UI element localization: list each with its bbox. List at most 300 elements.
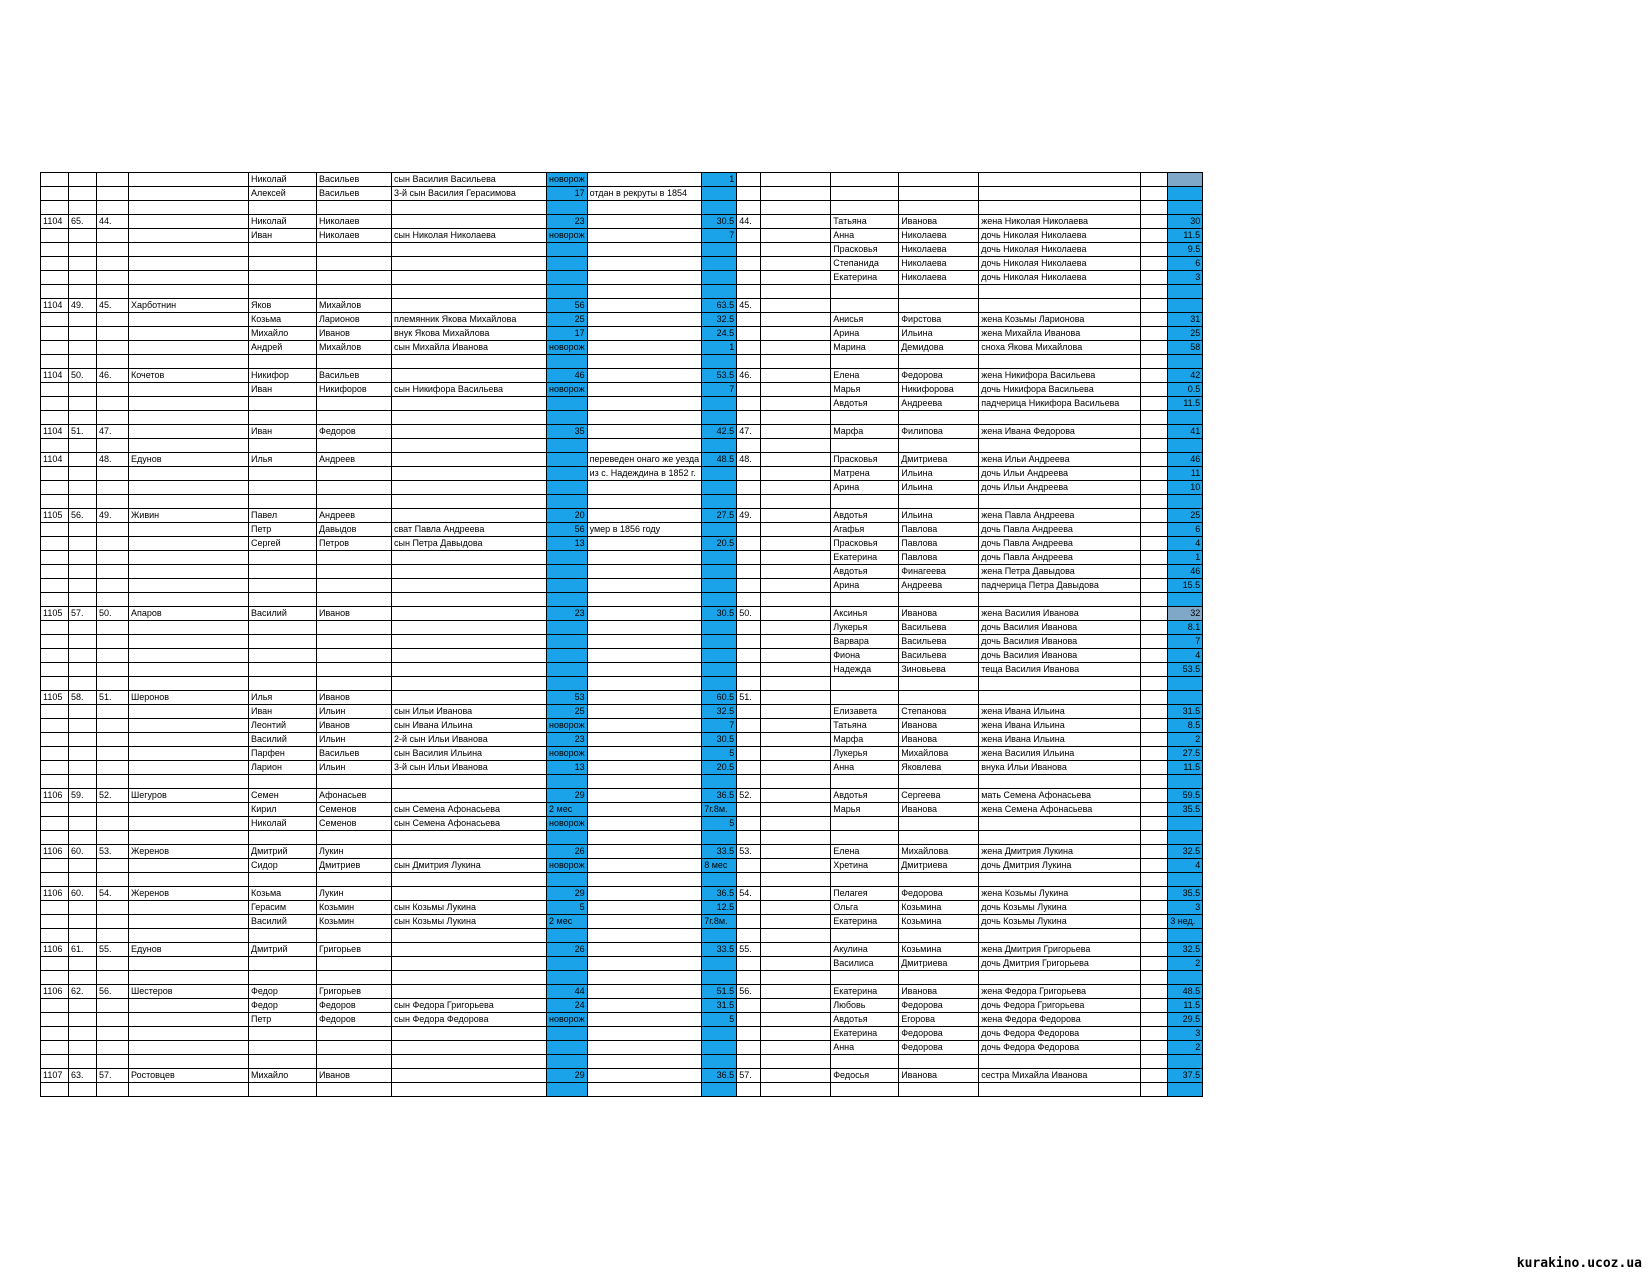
cell-m-age-later: 20.5 bbox=[702, 761, 737, 775]
cell-f-name bbox=[831, 299, 899, 313]
cell-family bbox=[97, 901, 129, 915]
cell-surname bbox=[129, 831, 249, 845]
table-row bbox=[41, 579, 1203, 593]
cell-f-blank bbox=[761, 551, 831, 565]
cell-surname bbox=[129, 495, 249, 509]
cell-f-name: Екатерина bbox=[831, 1027, 899, 1041]
cell-f-age: 48.5 bbox=[1168, 985, 1203, 999]
cell-m-age bbox=[547, 243, 588, 257]
cell-house: 51. bbox=[69, 425, 97, 439]
cell-m-age: 56 bbox=[547, 299, 588, 313]
table-row bbox=[41, 719, 1203, 733]
cell-m-age-later bbox=[702, 929, 737, 943]
cell-m-name: Федор bbox=[249, 985, 317, 999]
cell-f-patronymic: Иванова bbox=[899, 1069, 979, 1083]
cell-m-patronymic: Федоров bbox=[317, 425, 392, 439]
cell-m-relation bbox=[392, 1083, 547, 1097]
cell-f-name: Фиона bbox=[831, 649, 899, 663]
cell-f-family bbox=[737, 383, 761, 397]
cell-f-name: Екатерина bbox=[831, 915, 899, 929]
cell-f-blank2 bbox=[1141, 635, 1168, 649]
cell-f-age: 32.5 bbox=[1168, 845, 1203, 859]
cell-f-blank bbox=[761, 481, 831, 495]
cell-surname bbox=[129, 397, 249, 411]
cell-m-patronymic bbox=[317, 1041, 392, 1055]
cell-m-age bbox=[547, 621, 588, 635]
cell-f-family: 47. bbox=[737, 425, 761, 439]
cell-m-note bbox=[587, 705, 702, 719]
cell-f-age bbox=[1168, 201, 1203, 215]
cell-f-name bbox=[831, 1055, 899, 1069]
cell-m-name: Сергей bbox=[249, 537, 317, 551]
cell-m-age-later bbox=[702, 481, 737, 495]
cell-f-name: Надежда bbox=[831, 663, 899, 677]
cell-m-note bbox=[587, 495, 702, 509]
cell-m-name bbox=[249, 481, 317, 495]
cell-family: 47. bbox=[97, 425, 129, 439]
cell-surname bbox=[129, 803, 249, 817]
cell-m-age: 24 bbox=[547, 999, 588, 1013]
cell-fund bbox=[41, 411, 69, 425]
cell-surname bbox=[129, 523, 249, 537]
cell-fund bbox=[41, 397, 69, 411]
cell-m-patronymic: Козьмин bbox=[317, 915, 392, 929]
table-row bbox=[41, 523, 1203, 537]
cell-surname bbox=[129, 747, 249, 761]
cell-f-age: 25 bbox=[1168, 509, 1203, 523]
cell-surname: Едунов bbox=[129, 943, 249, 957]
cell-f-family bbox=[737, 957, 761, 971]
cell-f-family bbox=[737, 747, 761, 761]
cell-f-relation: дочь Василия Иванова bbox=[979, 649, 1141, 663]
cell-house bbox=[69, 649, 97, 663]
table-body bbox=[41, 173, 1203, 1097]
cell-m-note bbox=[587, 201, 702, 215]
cell-m-name: Козьма bbox=[249, 313, 317, 327]
cell-m-relation: сын Федора Федорова bbox=[392, 1013, 547, 1027]
cell-m-name bbox=[249, 551, 317, 565]
cell-f-relation: дочь Никифора Васильева bbox=[979, 383, 1141, 397]
cell-f-age: 1 bbox=[1168, 551, 1203, 565]
cell-surname: Едунов bbox=[129, 453, 249, 467]
cell-f-name: Авдотья bbox=[831, 789, 899, 803]
cell-f-relation bbox=[979, 285, 1141, 299]
cell-f-blank2 bbox=[1141, 551, 1168, 565]
table-row bbox=[41, 1069, 1203, 1083]
cell-m-age: 17 bbox=[547, 327, 588, 341]
cell-family bbox=[97, 1055, 129, 1069]
cell-f-blank2 bbox=[1141, 859, 1168, 873]
cell-fund: 1107 bbox=[41, 1069, 69, 1083]
cell-m-patronymic bbox=[317, 243, 392, 257]
cell-m-age-later bbox=[702, 1041, 737, 1055]
cell-m-age-later: 5 bbox=[702, 817, 737, 831]
cell-f-blank bbox=[761, 1013, 831, 1027]
cell-f-blank2 bbox=[1141, 985, 1168, 999]
cell-m-age bbox=[547, 635, 588, 649]
cell-m-patronymic: Иванов bbox=[317, 691, 392, 705]
cell-m-name bbox=[249, 873, 317, 887]
cell-f-blank bbox=[761, 705, 831, 719]
cell-f-family bbox=[737, 1041, 761, 1055]
cell-m-name: Дмитрий bbox=[249, 845, 317, 859]
cell-house bbox=[69, 873, 97, 887]
cell-f-patronymic: Финагеева bbox=[899, 565, 979, 579]
cell-m-note bbox=[587, 481, 702, 495]
cell-f-family bbox=[737, 635, 761, 649]
cell-f-blank bbox=[761, 733, 831, 747]
cell-f-blank2 bbox=[1141, 173, 1168, 187]
cell-f-age: 6 bbox=[1168, 257, 1203, 271]
cell-surname bbox=[129, 621, 249, 635]
cell-surname bbox=[129, 663, 249, 677]
cell-m-relation bbox=[392, 467, 547, 481]
table-row bbox=[41, 999, 1203, 1013]
cell-f-age bbox=[1168, 971, 1203, 985]
cell-family: 52. bbox=[97, 789, 129, 803]
cell-family: 46. bbox=[97, 369, 129, 383]
cell-m-patronymic: Лукин bbox=[317, 845, 392, 859]
cell-surname bbox=[129, 817, 249, 831]
cell-f-patronymic: Зиновьева bbox=[899, 663, 979, 677]
cell-m-patronymic bbox=[317, 439, 392, 453]
cell-family bbox=[97, 285, 129, 299]
cell-m-note bbox=[587, 425, 702, 439]
cell-m-name: Василий bbox=[249, 915, 317, 929]
cell-f-blank bbox=[761, 201, 831, 215]
cell-f-relation: дочь Николая Николаева bbox=[979, 257, 1141, 271]
cell-f-family bbox=[737, 481, 761, 495]
cell-f-blank bbox=[761, 1027, 831, 1041]
cell-house: 63. bbox=[69, 1069, 97, 1083]
cell-m-relation bbox=[392, 677, 547, 691]
cell-f-name: Акулина bbox=[831, 943, 899, 957]
cell-f-name: Любовь bbox=[831, 999, 899, 1013]
cell-f-relation: падчерица Петра Давыдова bbox=[979, 579, 1141, 593]
cell-f-blank2 bbox=[1141, 957, 1168, 971]
cell-f-age: 11.5 bbox=[1168, 397, 1203, 411]
cell-f-blank bbox=[761, 593, 831, 607]
cell-family bbox=[97, 523, 129, 537]
cell-f-relation: жена Козьмы Лукина bbox=[979, 887, 1141, 901]
cell-f-age: 32 bbox=[1168, 607, 1203, 621]
cell-f-age bbox=[1168, 439, 1203, 453]
cell-surname bbox=[129, 439, 249, 453]
cell-fund bbox=[41, 383, 69, 397]
cell-fund bbox=[41, 859, 69, 873]
cell-m-name: Козьма bbox=[249, 887, 317, 901]
cell-m-note bbox=[587, 565, 702, 579]
cell-f-family bbox=[737, 1055, 761, 1069]
cell-house: 60. bbox=[69, 845, 97, 859]
cell-fund: 1106 bbox=[41, 789, 69, 803]
cell-surname bbox=[129, 677, 249, 691]
cell-f-age: 53.5 bbox=[1168, 663, 1203, 677]
cell-surname bbox=[129, 1027, 249, 1041]
cell-f-name: Василиса bbox=[831, 957, 899, 971]
table-row bbox=[41, 1055, 1203, 1069]
cell-m-note bbox=[587, 929, 702, 943]
cell-surname: Кочетов bbox=[129, 369, 249, 383]
cell-f-blank2 bbox=[1141, 747, 1168, 761]
cell-surname bbox=[129, 971, 249, 985]
cell-f-age bbox=[1168, 677, 1203, 691]
cell-f-name: Анна bbox=[831, 1041, 899, 1055]
cell-m-age: 46 bbox=[547, 369, 588, 383]
cell-m-note: отдан в рекруты в 1854 bbox=[587, 187, 702, 201]
cell-m-age bbox=[547, 551, 588, 565]
cell-surname bbox=[129, 775, 249, 789]
cell-fund bbox=[41, 873, 69, 887]
cell-m-patronymic bbox=[317, 271, 392, 285]
cell-f-relation: дочь Ильи Андреева bbox=[979, 481, 1141, 495]
cell-f-name: Прасковья bbox=[831, 243, 899, 257]
cell-family bbox=[97, 1041, 129, 1055]
cell-family bbox=[97, 957, 129, 971]
cell-surname: Живин bbox=[129, 509, 249, 523]
cell-m-age-later: 36.5 bbox=[702, 789, 737, 803]
cell-f-age: 3 bbox=[1168, 1027, 1203, 1041]
cell-family bbox=[97, 719, 129, 733]
cell-house bbox=[69, 621, 97, 635]
cell-surname bbox=[129, 565, 249, 579]
table-row bbox=[41, 173, 1203, 187]
table-row bbox=[41, 453, 1203, 467]
cell-f-age: 30 bbox=[1168, 215, 1203, 229]
cell-m-name: Иван bbox=[249, 229, 317, 243]
cell-family: 54. bbox=[97, 887, 129, 901]
table-row bbox=[41, 789, 1203, 803]
cell-f-age: 58 bbox=[1168, 341, 1203, 355]
cell-f-family bbox=[737, 859, 761, 873]
cell-f-age bbox=[1168, 1083, 1203, 1097]
cell-fund bbox=[41, 355, 69, 369]
cell-m-note bbox=[587, 509, 702, 523]
cell-house bbox=[69, 187, 97, 201]
cell-house bbox=[69, 1083, 97, 1097]
cell-fund bbox=[41, 915, 69, 929]
cell-f-blank bbox=[761, 929, 831, 943]
cell-m-relation: сын Семена Афонасьева bbox=[392, 817, 547, 831]
cell-m-name: Сидор bbox=[249, 859, 317, 873]
cell-m-note bbox=[587, 775, 702, 789]
cell-m-patronymic: Афонасьев bbox=[317, 789, 392, 803]
cell-m-note bbox=[587, 1055, 702, 1069]
cell-f-blank bbox=[761, 215, 831, 229]
cell-fund bbox=[41, 1055, 69, 1069]
cell-f-blank bbox=[761, 621, 831, 635]
cell-m-age-later bbox=[702, 663, 737, 677]
cell-m-name: Илья bbox=[249, 453, 317, 467]
cell-f-name: Елена bbox=[831, 369, 899, 383]
cell-fund bbox=[41, 593, 69, 607]
cell-m-age-later bbox=[702, 439, 737, 453]
cell-f-patronymic bbox=[899, 677, 979, 691]
cell-f-blank2 bbox=[1141, 621, 1168, 635]
cell-m-patronymic: Андреев bbox=[317, 453, 392, 467]
cell-f-patronymic: Андреева bbox=[899, 397, 979, 411]
cell-f-family bbox=[737, 467, 761, 481]
cell-m-name: Илья bbox=[249, 691, 317, 705]
cell-f-relation: жена Василия Ильина bbox=[979, 747, 1141, 761]
cell-f-patronymic bbox=[899, 691, 979, 705]
cell-f-age: 3 bbox=[1168, 271, 1203, 285]
cell-f-blank2 bbox=[1141, 523, 1168, 537]
cell-m-note bbox=[587, 999, 702, 1013]
cell-m-age-later bbox=[702, 523, 737, 537]
cell-f-name: Пелагея bbox=[831, 887, 899, 901]
cell-f-blank2 bbox=[1141, 915, 1168, 929]
cell-m-relation: сын Никифора Васильева bbox=[392, 383, 547, 397]
cell-m-age-later bbox=[702, 397, 737, 411]
cell-f-family bbox=[737, 411, 761, 425]
cell-m-relation bbox=[392, 425, 547, 439]
table-row bbox=[41, 803, 1203, 817]
cell-m-name bbox=[249, 593, 317, 607]
cell-m-age-later bbox=[702, 1055, 737, 1069]
cell-m-name bbox=[249, 1027, 317, 1041]
cell-m-age bbox=[547, 593, 588, 607]
cell-m-age: новорож bbox=[547, 173, 588, 187]
cell-f-patronymic: Дмитриева bbox=[899, 859, 979, 873]
cell-f-name bbox=[831, 929, 899, 943]
cell-f-blank bbox=[761, 495, 831, 509]
cell-f-relation: жена Николая Николаева bbox=[979, 215, 1141, 229]
table-row bbox=[41, 845, 1203, 859]
cell-family bbox=[97, 341, 129, 355]
cell-family bbox=[97, 271, 129, 285]
cell-f-family: 56. bbox=[737, 985, 761, 999]
cell-m-patronymic bbox=[317, 1027, 392, 1041]
cell-house bbox=[69, 663, 97, 677]
cell-f-name bbox=[831, 971, 899, 985]
cell-family bbox=[97, 173, 129, 187]
cell-f-patronymic: Николаева bbox=[899, 257, 979, 271]
cell-f-relation: дочь Федора Федорова bbox=[979, 1041, 1141, 1055]
cell-fund: 1105 bbox=[41, 691, 69, 705]
cell-m-age-later: 36.5 bbox=[702, 887, 737, 901]
cell-m-relation bbox=[392, 215, 547, 229]
cell-m-relation bbox=[392, 355, 547, 369]
cell-m-age bbox=[547, 411, 588, 425]
cell-m-note bbox=[587, 719, 702, 733]
cell-m-name bbox=[249, 579, 317, 593]
cell-m-note bbox=[587, 327, 702, 341]
cell-f-family bbox=[737, 565, 761, 579]
cell-f-blank bbox=[761, 523, 831, 537]
cell-m-name bbox=[249, 1083, 317, 1097]
cell-family bbox=[97, 635, 129, 649]
cell-f-relation bbox=[979, 929, 1141, 943]
cell-m-relation bbox=[392, 369, 547, 383]
cell-f-blank2 bbox=[1141, 187, 1168, 201]
cell-surname bbox=[129, 901, 249, 915]
cell-m-name: Алексей bbox=[249, 187, 317, 201]
cell-m-note bbox=[587, 831, 702, 845]
table-row bbox=[41, 929, 1203, 943]
cell-f-patronymic: Никифорова bbox=[899, 383, 979, 397]
cell-f-patronymic bbox=[899, 929, 979, 943]
cell-f-family bbox=[737, 929, 761, 943]
cell-f-family bbox=[737, 999, 761, 1013]
cell-fund bbox=[41, 439, 69, 453]
cell-m-note bbox=[587, 551, 702, 565]
cell-m-age: 44 bbox=[547, 985, 588, 999]
cell-f-age: 11.5 bbox=[1168, 229, 1203, 243]
cell-m-age-later bbox=[702, 873, 737, 887]
cell-f-relation: дочь Василия Иванова bbox=[979, 635, 1141, 649]
table-row bbox=[41, 257, 1203, 271]
cell-house: 49. bbox=[69, 299, 97, 313]
cell-house bbox=[69, 999, 97, 1013]
cell-m-patronymic bbox=[317, 565, 392, 579]
cell-surname: Жеренов bbox=[129, 887, 249, 901]
cell-f-name: Федосья bbox=[831, 1069, 899, 1083]
cell-fund bbox=[41, 341, 69, 355]
table-row bbox=[41, 551, 1203, 565]
cell-f-family bbox=[737, 705, 761, 719]
cell-m-relation: сын Петра Давыдова bbox=[392, 537, 547, 551]
cell-fund bbox=[41, 747, 69, 761]
cell-m-age-later bbox=[702, 579, 737, 593]
cell-f-patronymic: Дмитриева bbox=[899, 453, 979, 467]
cell-f-blank2 bbox=[1141, 901, 1168, 915]
cell-f-age bbox=[1168, 817, 1203, 831]
cell-f-family bbox=[737, 229, 761, 243]
cell-fund bbox=[41, 243, 69, 257]
cell-f-family bbox=[737, 621, 761, 635]
cell-m-age: 35 bbox=[547, 425, 588, 439]
cell-m-note bbox=[587, 971, 702, 985]
cell-m-relation bbox=[392, 397, 547, 411]
cell-m-patronymic: Григорьев bbox=[317, 943, 392, 957]
cell-m-note bbox=[587, 1069, 702, 1083]
cell-f-name: Татьяна bbox=[831, 215, 899, 229]
cell-family bbox=[97, 257, 129, 271]
cell-m-patronymic bbox=[317, 873, 392, 887]
cell-m-note bbox=[587, 691, 702, 705]
cell-m-relation: сын Ивана Ильина bbox=[392, 719, 547, 733]
cell-m-age bbox=[547, 1083, 588, 1097]
cell-m-age-later bbox=[702, 355, 737, 369]
cell-house bbox=[69, 593, 97, 607]
cell-m-age-later: 5 bbox=[702, 747, 737, 761]
cell-f-blank2 bbox=[1141, 1013, 1168, 1027]
cell-f-age bbox=[1168, 495, 1203, 509]
cell-m-note bbox=[587, 299, 702, 313]
cell-fund: 1106 bbox=[41, 943, 69, 957]
cell-m-patronymic: Федоров bbox=[317, 999, 392, 1013]
table-row bbox=[41, 215, 1203, 229]
cell-f-name bbox=[831, 187, 899, 201]
cell-f-blank bbox=[761, 677, 831, 691]
cell-m-age: новорож bbox=[547, 747, 588, 761]
cell-m-age bbox=[547, 271, 588, 285]
cell-house bbox=[69, 635, 97, 649]
cell-family bbox=[97, 915, 129, 929]
cell-m-note bbox=[587, 397, 702, 411]
cell-f-blank bbox=[761, 915, 831, 929]
cell-m-relation bbox=[392, 985, 547, 999]
cell-family bbox=[97, 201, 129, 215]
cell-m-age bbox=[547, 1027, 588, 1041]
cell-f-age: 35.5 bbox=[1168, 803, 1203, 817]
cell-family bbox=[97, 971, 129, 985]
cell-m-age bbox=[547, 453, 588, 467]
cell-m-note: из с. Надеждина в 1852 г. bbox=[587, 467, 702, 481]
cell-fund bbox=[41, 621, 69, 635]
cell-fund bbox=[41, 775, 69, 789]
